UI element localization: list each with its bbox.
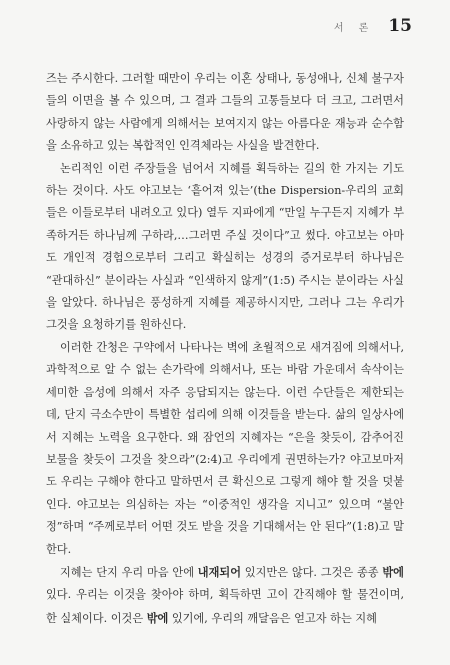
paragraph [46, 68, 404, 158]
body-text [46, 68, 404, 630]
paragraph-text: 즈는 주시한다. 그러할 때만이 우리는 이혼 상태나, 동성애나, 신체 불구자들의 이면을 볼 수 있으며, 그 결과 그들의 고통들보다 더 크고, 그러면서 사랑하지 않는 사람에게 의해서는 보여지지 않는 아름다운 재능과 순수함을 소유하고 있는 복합적인 인격체라는 사실을 발견한다. [46, 72, 404, 153]
paragraph-text: 이러한 간청은 구약에서 나타나는 벽에 초월적으로 새겨짐에 의해서나, 과학적으로 알 수 없는 손가락에 의해서나, 또는 바람 가운데서 속삭이는 세미한 음성에 의해서 자주 응답되지는 않는다. 이런 수단들은 제한되는데, 단지 극소수만이 특별한 섭리에 의해 이것들을 받는다. 삶의 일상사에서 지혜는 노력을 요구한다. 왜 잠언의 지혜자는 “은을 찾듯이, 감추어진 보물을 찾듯이 그것을 찾으라”(2:4)고 우리에게 권면하는가? 야고보마저도 우리는 구해야 한다고 말하면서 큰 확신으로 그렇게 해야 할 것을 덧붙인다. 야고보는 의심하는 자는 “이중적인 생각을 지니고” 있으며 “불안정”하며 “주께로부터 어떤 것도 받을 것을 기대해서는 안 된다”(1:8)고 말한다. [46, 340, 404, 556]
section-title: 서 론 [333, 23, 375, 34]
paragraph-text: 지혜는 단지 우리 마음 안에 [60, 565, 198, 579]
emphasized-text: 밖에 [382, 564, 404, 579]
paragraph [46, 561, 404, 630]
paragraph-text: 있다. 우리는 이것을 찾아야 하며, 획득하면 고이 간직해야 할 물건이며, 한 실체이다. 이것은 [46, 588, 404, 625]
paragraph-text: 있지만은 않다. 그것은 종종 [241, 565, 383, 579]
paragraph [46, 337, 404, 561]
emphasized-text: 밖에 [146, 610, 169, 625]
paragraph-text: 논리적인 이런 주장들을 넘어서 지혜를 획득하는 길의 한 가지는 기도하는 것이다. 사도 야고보는 ‘흩어져 있는’(the Dispersion-우리의 교회들은 이들로부터 내려오고 있다) 열두 지파에게 “만일 누구든지 지혜가 부족하거든 하나님께 구하라,…그러면 주실 것이다”고 썼다. 야고보는 아마도 개인적 경험으로부터 그리고 확실히는 성경의 증거로부터 하나님은 “관대하신” 분이라는 사실과 “인색하지 않게”(1:5) 주시는 분이라는 사실을 알았다. 하나님은 풍성하게 지혜를 제공하시지만, 그러나 그는 우리가 그것을 요청하기를 원하신다. [46, 161, 404, 332]
paragraph-text: 있기에, 우리의 깨달음은 얻고자 하는 지혜 [168, 611, 377, 625]
paragraph [46, 158, 404, 337]
running-head [334, 16, 412, 36]
page-number: 15 [388, 16, 412, 36]
emphasized-text: 내재되어 [197, 564, 242, 579]
